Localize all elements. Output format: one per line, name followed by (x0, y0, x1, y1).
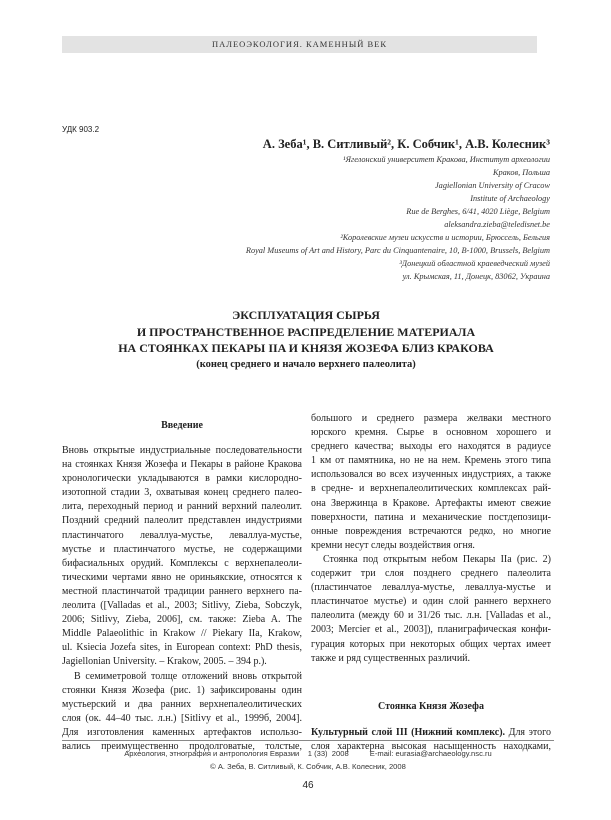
affiliation-line: Institute of Archaeology (470, 194, 550, 203)
right-column (311, 412, 551, 754)
paragraph-line: стоянки Князя Жозефа (рис. 1) зафиксированы один (62, 684, 302, 696)
paragraph-line: на стоянках Князя Жозефа и Пекары в районе Кракова (62, 459, 302, 471)
affiliation-line: Jagiellonian University of Cracow (435, 181, 550, 190)
paragraph-line: слоя (ок. 44–40 тыс. л.н.) [Sitlivy et al., 1999б, 2004]. (62, 712, 302, 724)
paragraph-line (311, 726, 551, 740)
udk-code: УДК 903.2 (62, 125, 100, 134)
paragraph-line: палеолита (между 60 и 31/26 тыс. л.н. [Valladas et al., (311, 610, 551, 622)
paragraph-line: гурация которых при некоторых общих чертах имеет (311, 638, 551, 650)
paragraph-line: тическими чертами явно не ориньякские, относятся к (62, 571, 302, 583)
paragraph-line: 2006; Sitlivy, Zieba, 2006], см. также: Zieba A. The (62, 614, 302, 626)
section-heading-site: Стоянка Князя Жозефа (378, 700, 484, 712)
authors: А. Зеба¹, В. Ситливый², К. Собчик¹, А.В. Колесник³ (262, 137, 550, 151)
paragraph-line: Middle Palaeolithic in Krakow // Piekary IIa, Krakow, (62, 628, 302, 640)
affiliation-line: aleksandra.zieba@teledisnet.be (444, 220, 550, 229)
affiliation-line: Краков, Польша (492, 168, 550, 177)
paragraph-line: местной пластинчатой традиции раннего верхнего па- (62, 585, 302, 597)
paragraph-line: изотопной стадии 3, охватывая конец среднего палео- (62, 487, 302, 499)
paragraph-line: Вновь открытые индустриальные последовательности (62, 445, 302, 456)
footer-copyright: © А. Зеба, В. Ситливый, К. Собчик, А.В. Колесник, 2008 (210, 762, 406, 771)
paragraph-line: лита, переходный период и ранний верхний палеолит. (62, 501, 302, 513)
paragraph-line: пластинчатого леваллуа-мустье, леваллуа-мустье, (62, 529, 302, 541)
paragraph-line: Jagiellonian University. – Krakow, 2005. – 394 p.). (62, 656, 267, 668)
affiliation-line: Rue de Berghes, 6/41, 4020 Liège, Belgium (406, 207, 550, 216)
paragraph-line: 1 км от памятника, но не на нем. Кремень этого типа (311, 455, 551, 467)
paragraph-line: мустье и пластинчатого мустье, не содержащими (62, 543, 302, 555)
section-header: ПАЛЕОЭКОЛОГИЯ. КАМЕННЫЙ ВЕК (211, 39, 388, 49)
paragraph-line: хронологически укладываются в рамки кислородно- (62, 473, 302, 485)
paragraph-line: вались преимущественно продолговатые, толстые, (62, 740, 302, 752)
affiliations (246, 153, 550, 283)
paragraph-line: леолита ([Valladas et al., 2003; Sitlivy, Zieba, Sobczyk, (62, 600, 302, 612)
paragraph-line: она Звержинца в Кракове. Артефакты имеют свежие (311, 497, 551, 509)
paragraph-line: юрского кремня. Сырье в основном хорошего и (311, 427, 551, 439)
title-line: ЭКСПЛУАТАЦИЯ СЫРЬЯ (232, 308, 380, 322)
paragraph-line: среднего качества; выходы его находятся в радиусе (311, 441, 551, 453)
paragraph-line: в средне- и верхнепалеолитических комплексах рай- (311, 483, 551, 495)
title-line: НА СТОЯНКАХ ПЕКАРЫ IIA И КНЯЗЯ ЖОЗЕФА БЛИЗ КРАКОВА (118, 341, 494, 355)
affiliation-line: ²Королевские музеи искусств и истории, Брюссель, Бельгия (340, 233, 550, 242)
section-header-band (62, 36, 537, 53)
paragraph-line: Для изготовления каменных артефактов использо- (62, 726, 302, 738)
paragraph-line: 2003; Mercier et al., 2003]), планиграфическая конфи- (311, 624, 551, 636)
text: Для этого (505, 726, 551, 738)
article-title (62, 307, 550, 373)
paragraph-line: Стоянка под открытым небом Пекары IIa (рис. 2) (323, 553, 551, 565)
paragraph-line: большого и среднего размера желваки местного (311, 413, 551, 424)
paragraph-line: бифасиальных орудий. Комплексы с верхнепалеоли- (62, 557, 302, 569)
paragraph-line: использовался во всех изученных индустриях, а также (311, 469, 551, 481)
affiliation-line: ³Донецкий областной краеведческий музей (399, 259, 550, 268)
paragraph-line: (пластинчатое леваллуа-мустье, леваллуа-мустье и (311, 582, 551, 594)
title-line: И ПРОСТРАНСТВЕННОЕ РАСПРЕДЕЛЕНИЕ МАТЕРИАЛА (136, 324, 476, 339)
paragraph-line: В семиметровой толще отложений вновь открытой (74, 670, 302, 682)
paragraph-line: ul. Ksiecia Jozefa sites, in European context: PhD thesis, (62, 642, 302, 654)
paragraph-line: кремни несут следы воздействия огня. (311, 539, 475, 551)
paragraph-line: содержит три слоя позднего среднего палеолита (311, 568, 551, 580)
paragraph-line: слоя характерна высокая насыщенность находками, (311, 740, 551, 752)
affiliation-line: ул. Крымская, 11, Донецк, 83062, Украина (402, 272, 550, 281)
footer-divider (62, 740, 554, 741)
paragraph-line: пластинчатое мустье) и один слой раннего верхнего (311, 596, 551, 608)
paragraph-line: поверхности, патина и механические постдепозици- (311, 511, 551, 523)
section-heading-intro: Введение (161, 420, 203, 431)
affiliation-line: ¹Ягелонский университет Кракова, Институт археологии (343, 155, 550, 164)
subtitle: (конец среднего и начало верхнего палеолита) (196, 358, 416, 370)
paragraph-line: также и ряд существенных различий. (311, 652, 471, 664)
layer-heading: Культурный слой III (Нижний комплекс). (311, 726, 506, 738)
paragraph-line: мустьерский и два ранних верхнепалеолитических (62, 698, 302, 710)
left-column (62, 419, 302, 754)
affiliation-line: Royal Museums of Art and History, Parc du Cinquantenaire, 10, B-1000, Brussels, Belgium (245, 246, 550, 255)
page-number: 46 (302, 780, 314, 791)
paragraph-line: онные повреждения встречаются редко, но многие (311, 525, 551, 537)
paragraph-line: Поздний средний палеолит представлен индустриями (62, 515, 302, 527)
footer-journal: Археология, этнография и антропология Евразии 1 (33) 2008 E-mail: eurasia@archaeology.nsc.ru (124, 749, 492, 758)
